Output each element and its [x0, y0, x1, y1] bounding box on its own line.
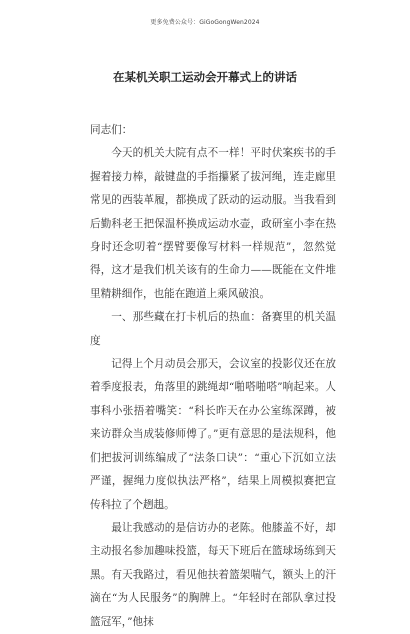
salutation: 同志们：	[90, 124, 133, 136]
section-heading: 一、那些藏在打卡机后的热血：备赛里的机关温度	[90, 311, 336, 347]
paragraph-preparation: 记得上个月动员会那天，会议室的投影仪还在放着季度报表，角落里的跳绳却“啪嗒啪嗒”响起来。人事科小张捂着嘴笑：“科长昨天在办公室练深蹲，被来访群众当成装修师傅了。”更有意思的是法规科，他们把拔河训练编成了“法条口诀”：“重心下沉如立法严谨，握绳力度似执法严格”，结果上周模拟赛把宣传科拉了个趔趄。	[90, 358, 336, 511]
document-body	[90, 119, 336, 634]
paragraph-opening: 今天的机关大院有点不一样！平时伏案疾书的手握着接力棒，敲键盘的手指攥紧了拔河绳，连走廊里常见的西装革履，都换成了跃动的运动服。当我看到后勤科老王把保温杯换成运动水壶，政研室小李在热身时还念叨着“摆臂要像写材料一样规范”，忽然觉得，这才是我们机关该有的生命力——既能在文件堆里精耕细作，也能在跑道上乘风破浪。	[90, 147, 336, 300]
paragraph-lao-chen: 最让我感动的是信访办的老陈。他膝盖不好，却主动报名参加趣味投篮，每天下班后在篮球场练到天黑。有天我路过，看见他扶着篮架喘气，额头上的汗滴在“为人民服务”的胸牌上。“年轻时在部队拿过投篮冠军，”他抹	[90, 521, 336, 628]
header-note: 更多免费公众号：GiGoGongWen2024	[150, 19, 260, 26]
document-title: 在某机关职工运动会开幕式上的讲话	[113, 70, 297, 84]
